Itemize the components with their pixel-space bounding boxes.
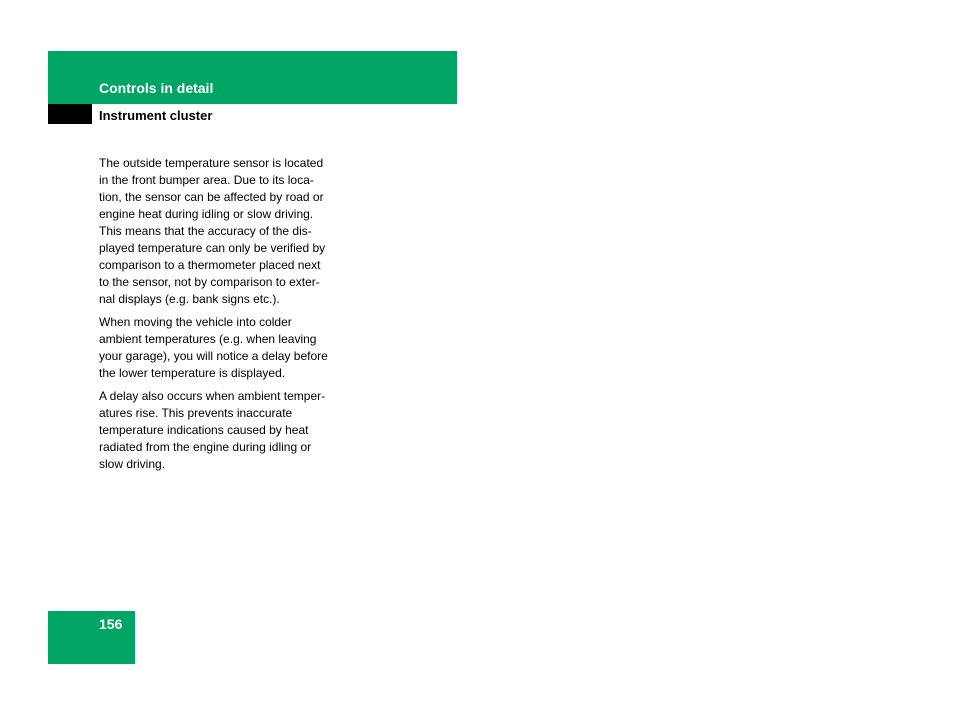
paragraph-rising-temperatures xyxy=(99,388,344,473)
text-line: nal displays (e.g. bank signs etc.). xyxy=(99,292,280,306)
paragraph-colder-temperatures xyxy=(99,314,344,382)
text-line: slow driving. xyxy=(99,457,166,471)
text-line: atures rise. This prevents inaccurate xyxy=(99,406,293,420)
header-band xyxy=(48,51,457,104)
text-line: This means that the accuracy of the dis- xyxy=(99,224,312,238)
text-line: engine heat during idling or slow driving. xyxy=(99,207,314,221)
paragraph-sensor-location xyxy=(99,155,344,308)
text-line: the lower temperature is displayed. xyxy=(99,366,286,380)
text-line: The outside temperature sensor is located xyxy=(99,156,324,170)
text-line: played temperature can only be verified by xyxy=(99,241,326,255)
subsection-title: Instrument cluster xyxy=(99,108,213,123)
section-marker-tab xyxy=(48,104,92,124)
text-line: tion, the sensor can be affected by road or xyxy=(99,190,324,204)
text-line: A delay also occurs when ambient temper- xyxy=(99,389,326,403)
text-line: in the front bumper area. Due to its loca- xyxy=(99,173,314,187)
section-title: Controls in detail xyxy=(99,80,214,96)
text-line: When moving the vehicle into colder xyxy=(99,315,292,329)
text-line: to the sensor, not by comparison to exter- xyxy=(99,275,320,289)
text-line: your garage), you will notice a delay before xyxy=(99,349,328,363)
text-line: comparison to a thermometer placed next xyxy=(99,258,321,272)
page-number: 156 xyxy=(99,616,123,632)
text-line: temperature indications caused by heat xyxy=(99,423,309,437)
body-text xyxy=(99,155,344,479)
page-number-box xyxy=(48,611,135,664)
text-line: ambient temperatures (e.g. when leaving xyxy=(99,332,317,346)
text-line: radiated from the engine during idling or xyxy=(99,440,312,454)
